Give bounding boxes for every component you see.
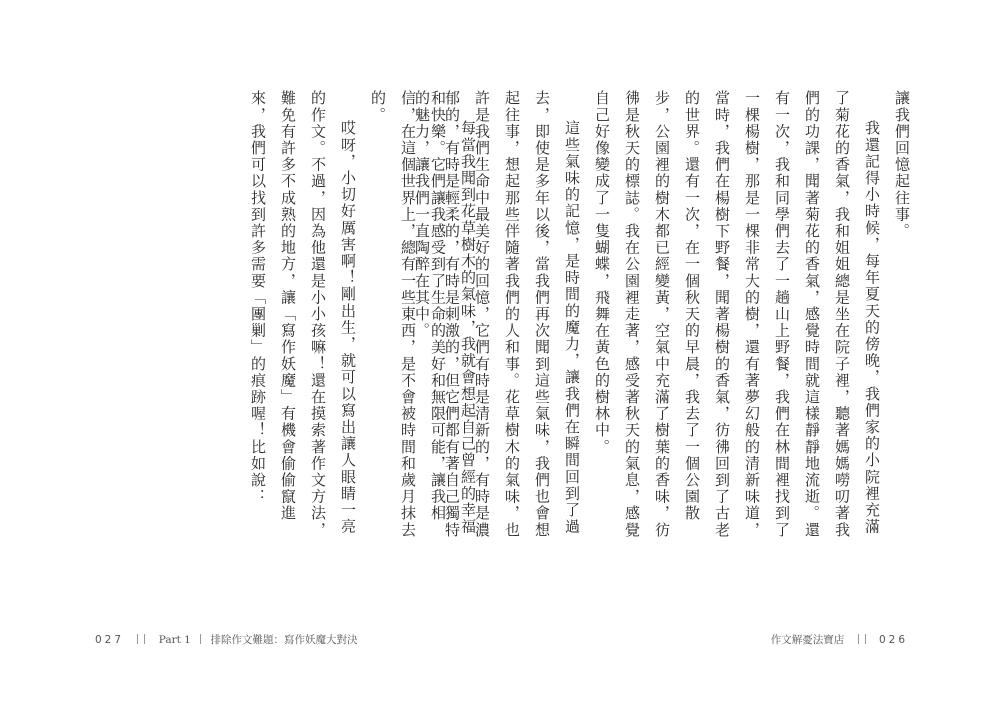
page-number-right: 026 <box>878 634 908 646</box>
paragraph: 每當我聞到花草樹木的氣味，我就會想起自己曾經的幸福和快樂。它們讓我感受到了生命的美好和無限可能，讓我相信，在這個世界上，總有一些東西，是不會被時間和歲月抹去的。 <box>369 90 477 539</box>
left-page-footer <box>95 632 358 647</box>
paragraph: 這些氣味的記憶，是時間的魔力，讓我們在瞬間回到了過去，即使是多年以後，當我們再次聞到這些氣味，我們也會想起往事，想起那些伴隨著我們的人和事。花草樹木的氣味，也許是我們生命中最美好的回憶，它們有時是清新的，有時是濃郁的，有時是輕柔的，有時是刺激的，但它們都有著自己獨特的魅力，讓我們一直陶醉在其中。 <box>413 90 581 539</box>
part-label: Part 1 <box>158 634 191 646</box>
paragraph: 讓我們回憶起往事。 <box>893 90 911 240</box>
footer-separator <box>137 634 145 644</box>
footer-separator <box>858 634 866 644</box>
paragraph: 哎呀，小切好厲害啊！剛出生，就可以寫出讓人眼睛一亮的作文。不過，因為他還是小小孩嘛！還在摸索著作文方法，難免有許多不成熟的地方，讓「寫作妖魔」有機會偷偷竄進來，我們可以找到許多需要「團剿」的痕跡喔！比如說： <box>249 90 357 539</box>
right-page-footer <box>771 632 908 647</box>
paragraph: 我還記得小時候，每年夏天的傍晚，我們家的小院裡充滿了菊花的香氣，我和姐姐總是坐在院子裡，聽著媽媽嘮叨著我們的功課，聞著菊花的香氣，感覺時間就這樣靜靜地流逝。還有一次，我和同學們去了一趟山上野餐，我們在林間裡找到了一棵楊樹，那是一棵非常大的樹，還有著夢幻般的清新味道，當時，我們在楊樹下野餐，聞著楊樹的香氣，彷彿回到了古老的世界。還有一次，在一個秋天的早晨，我去了一個公園散步，公園裡的樹木都已經變黃，空氣中充滿了樹葉的香味，彷彿是秋天的標誌。我在公園裡走著，感受著秋天的氣息，感覺自己好像變成了一隻蝴蝶，飛舞在黃色的樹林中。 <box>593 90 881 539</box>
page-number-left: 027 <box>95 634 125 646</box>
chapter-title: 排除作文難題：寫作妖魔大對決 <box>210 634 358 646</box>
book-title: 作文解憂法寶店 <box>770 634 845 646</box>
footer-divider <box>200 634 201 644</box>
